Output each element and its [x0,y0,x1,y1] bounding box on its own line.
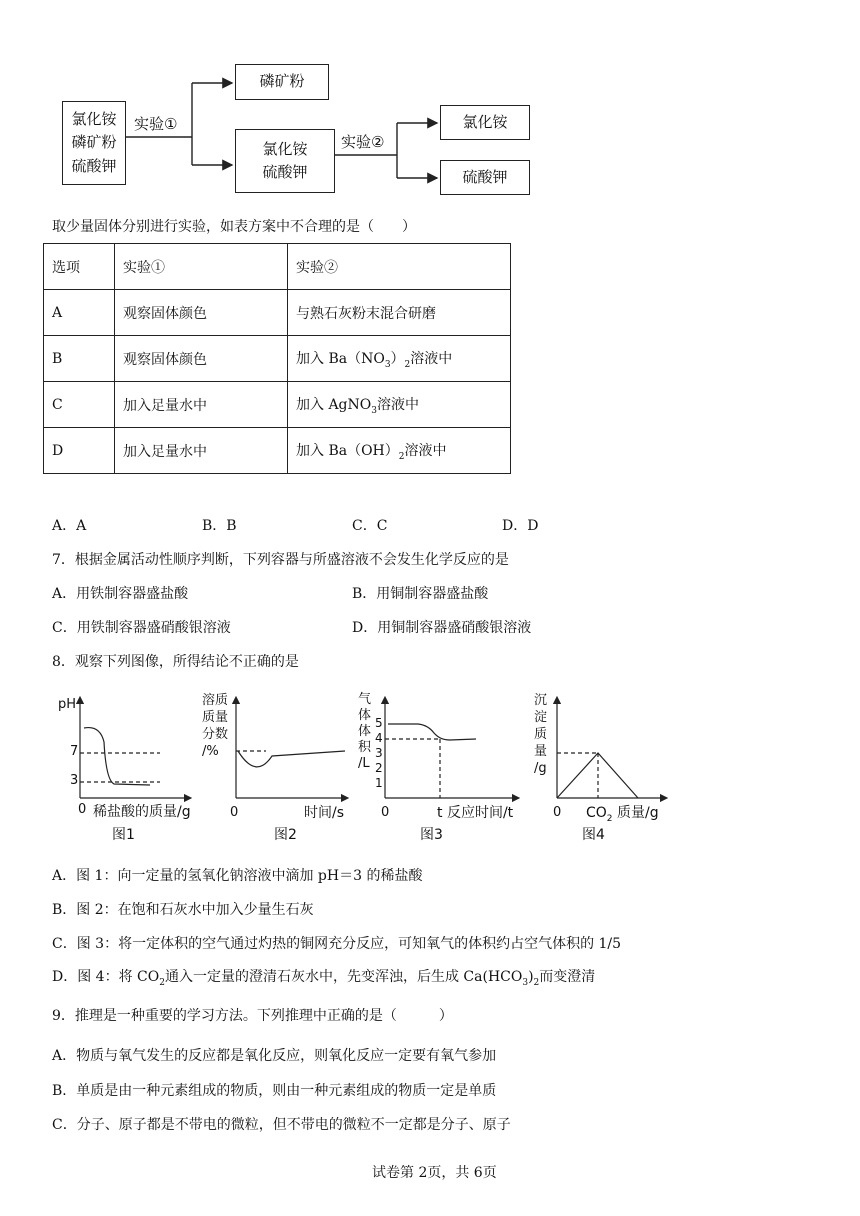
graph1-ylabel: pH [58,697,77,712]
q9-stem: 9．推理是一种重要的学习方法。下列推理中正确的是（ ） [52,1008,453,1024]
graph3-curve [388,724,476,740]
table-cell: 加入足量水中 [115,428,288,474]
mixture-item: 磷矿粉 [71,133,117,152]
product3-box: 硫酸钾 [440,160,530,195]
q7-choice-b[interactable]: B．用铜制容器盛盐酸 [352,586,489,602]
graph2-axes [236,700,345,798]
graph2-caption: 图2 [274,827,297,843]
table-cell: D [44,428,115,474]
table-cell: 观察固体颜色 [115,336,288,382]
product2-box: 氯化铵 [440,105,530,140]
table-row [44,382,511,428]
graph2-origin: 0 [230,805,239,820]
q9-choice-a[interactable]: A．物质与氧气发生的反应都是氧化反应，则氧化反应一定要有氧气参加 [52,1048,497,1064]
table-cell: C [44,382,115,428]
q7-choice-d[interactable]: D．用铜制容器盛硝酸银溶液 [352,620,532,636]
graph2-curve [238,751,345,767]
options-table [43,243,511,474]
q8-choice-d[interactable]: D．图 4：将 $CO_2$通入一定量的澄清石灰水中，先变浑浊，后生成 $Ca(HCO_3)_2$而变澄清 [52,969,596,988]
table-cell: A [44,290,115,336]
table-cell: B [44,336,115,382]
graph4-ylabel: 沉 淀 质 量 /g [534,693,548,776]
page-footer: 试卷第 2页，共 6页 [372,1165,497,1181]
graph4-axes [557,700,664,798]
q8-choice-a[interactable]: A．图 1：向一定量的氢氧化钠溶液中滴加 pH＝3 的稀盐酸 [52,868,423,884]
table-row [44,290,511,336]
graph4-caption: 图4 [582,827,605,843]
q8-graphs [0,680,860,850]
graph4-xlabel: $CO_2$ 质量/g [586,805,659,824]
graph3-origin: 0 [381,805,390,820]
table-header: 实验① [115,244,288,290]
q6-choice-a[interactable]: A．A [52,518,87,534]
graph1-tick-7: 7 [70,744,79,759]
separation-flow-arrows [0,0,860,210]
q8-choice-b[interactable]: B．图 2：在饱和石灰水中加入少量生石灰 [52,902,314,918]
graph2-xlabel: 时间/s [304,805,345,821]
table-header: 选项 [44,244,115,290]
step1-label: 实验① [134,115,178,133]
table-cell: 加入 $Ba(OH)_2$溶液中 [288,428,511,474]
q6-stem: 取少量固体分别进行实验，如表方案中不合理的是（ ） [52,219,416,235]
mixture-item: 氯化铵 [71,110,117,129]
table-cell: 加入 $Ba(NO_3)_2$溶液中 [288,336,511,382]
graph2-ylabel: 溶质 质量 分数 /% [202,693,229,759]
graph1-origin: 0 [78,802,87,817]
step2-label: 实验② [341,133,385,151]
q6-choice-d[interactable]: D．D [502,518,539,534]
graph4-origin: 0 [553,805,562,820]
table-cell: 加入 AgNO$_3$溶液中 [288,382,511,428]
middle-item: 氯化铵 [262,139,308,158]
product1-box: 磷矿粉 [235,64,329,100]
q8-stem: 8．观察下列图像，所得结论不正确的是 [52,654,299,670]
middle-item: 硫酸钾 [262,163,308,181]
q9-choice-c[interactable]: C．分子、原子都是不带电的微粒，但不带电的微粒不一定都是分子、原子 [52,1117,511,1133]
q6-choice-c[interactable]: C．C [352,518,388,534]
graph3-caption: 图3 [420,827,443,843]
table-cell: 与熟石灰粉末混合研磨 [288,290,511,336]
graph3-ticks: 5 4 3 2 1 [375,716,383,790]
middle-box [235,129,335,193]
q7-stem: 7．根据金属活动性顺序判断，下列容器与所盛溶液不会发生化学反应的是 [52,552,509,568]
table-cell: 加入足量水中 [115,382,288,428]
graph1-tick-3: 3 [70,773,79,788]
q7-choice-a[interactable]: A．用铁制容器盛盐酸 [52,586,189,602]
graph1-caption: 图1 [112,827,135,843]
graph3-axes [385,700,516,798]
graph3-ylabel: 气 体 体 积 /L [358,692,372,771]
table-header-row [44,244,511,290]
mixture-item: 硫酸钾 [71,156,117,175]
mixture-box [62,101,126,185]
q7-choice-c[interactable]: C．用铁制容器盛硝酸银溶液 [52,620,231,636]
table-row [44,336,511,382]
q6-choice-b[interactable]: B．B [202,518,237,534]
graph1-curve [84,728,150,785]
graph1-axes [80,700,188,798]
table-row [44,428,511,474]
q8-choice-c[interactable]: C．图 3：将一定体积的空气通过灼热的铜网充分反应，可知氧气的体积约占空气体积的 1/5 [52,936,622,952]
table-cell: 观察固体颜色 [115,290,288,336]
q9-choice-b[interactable]: B．单质是由一种元素组成的物质，则由一种元素组成的物质一定是单质 [52,1083,497,1099]
table-header: 实验② [288,244,511,290]
graph1-xlabel: 稀盐酸的质量/g [93,804,191,820]
graph3-xlabel: t 反应时间/t [437,805,514,821]
